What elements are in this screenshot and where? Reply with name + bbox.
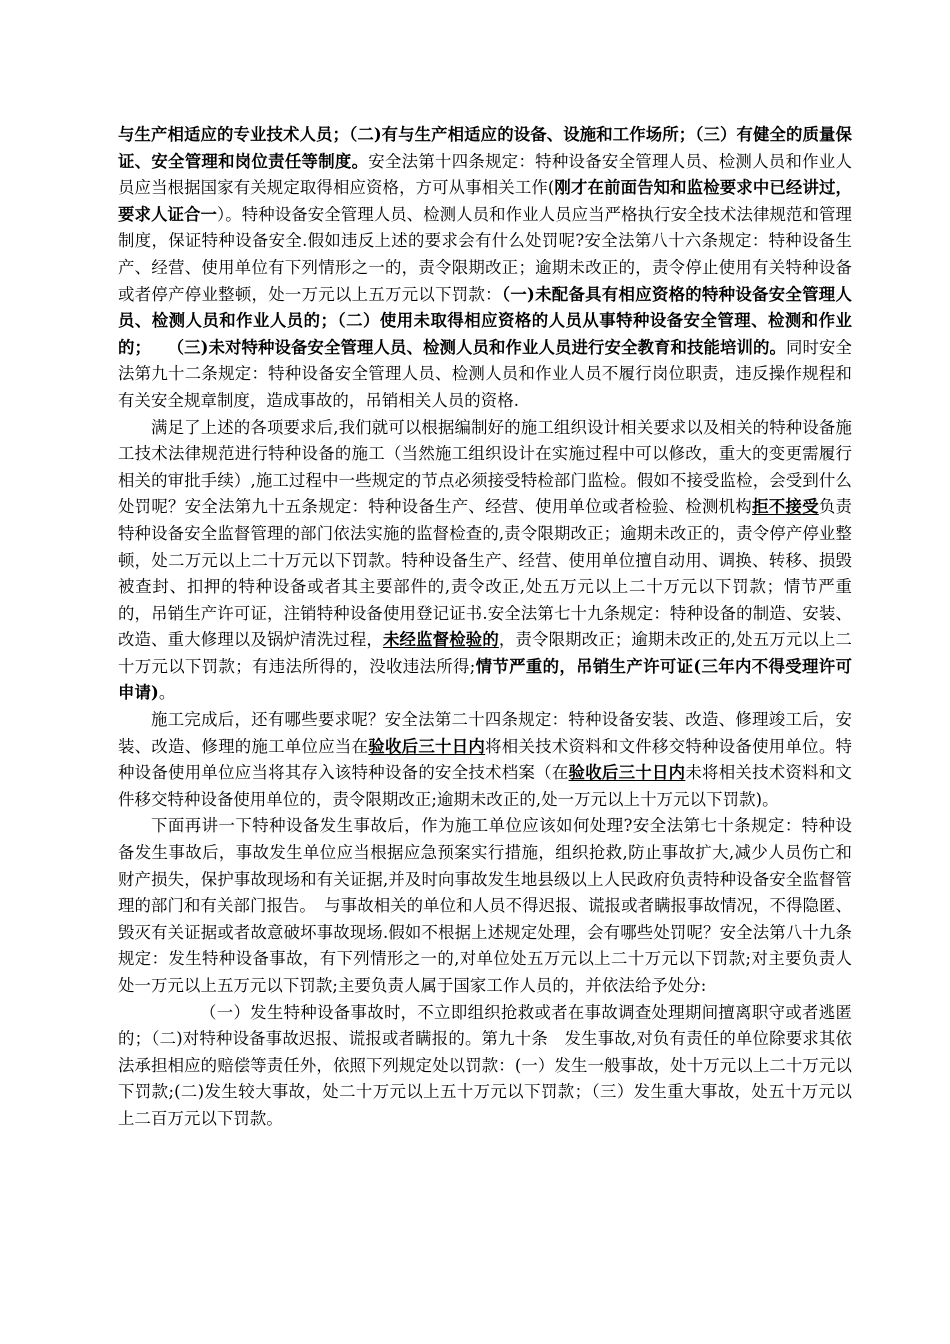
text-run: ）。特种设备安全管理人员、检测人员和作业人员应当严格执行安全技术法律规范和管理制度，保证特种设备安全.假如违反上述的要求会有什么处罚呢?安全法第八十六条规定：特种设备生产、经营、使用单位有下列情形之一的，责令限期改正；逾期未改正的，责令停止使用有关特种设备或者停产停业整顿，处一万元以上五万元以下罚款：	[118, 204, 852, 304]
text-run: 同时安全法第九十二条规定：特种设备安全管理人员、检测人员和作业人员不履行岗位职责，违反操作规程和有关安全规章制度，造成事故的，吊销相关人员的资格.	[118, 337, 852, 410]
text-run: 验收后三十日内	[568, 763, 686, 783]
text-run: 与生产相适应的专业技术人员；（二)有与生产相适应的设备、设施和工作场所；（三）有健全的质量保证、安全管理和岗位责任等制度。	[118, 125, 852, 171]
paragraph-completion-handover	[118, 707, 852, 813]
text-run: 下面再讲一下特种设备发生事故后，作为施工单位应该如何处理?安全法第七十条规定：特种设备发生事故后，事故发生单位应当根据应急预案实行措施，组织抢救,防止事故扩大,减少人员伤亡和财产损失，保护事故现场和有关证据,并及时向事故发生地县级以上人民政府负责特种设备安全监督管理的部门和有关部门报告。 与事故相关的单位和人员不得迟报、谎报或者瞒报事故情况，不得隐匿、毁灭有关证据或者故意破坏事故现场.假如不根据上述规定处理，会有哪些处罚呢？安全法第八十九条规定：发生特种设备事故，有下列情形之一的,对单位处五万元以上二十万元以下罚款;对主要负责人处一万元以上五万元以下罚款;主要负责人属于国家工作人员的，并依法给予处分:	[118, 816, 852, 995]
text-run: 满足了上述的各项要求后,我们就可以根据编制好的施工组织设计相关要求以及相关的特种设备施工技术法律规范进行特种设备的施工（当然施工组织设计在实施过程中可以修改，重大的变更需履行相关的审批手续）,施工过程中一些规定的节点必须接受特检部门监检。假如不接受监检，会受到什么处罚呢？安全法第九十五条规定：特种设备生产、经营、使用单位或者检验、检测机构	[118, 417, 852, 517]
text-run: 安全法第十四条规定：特种设备安全管理人员、检测人员和作业人员应当根据国家有关规定取得相应资格，方可从事相关工作(	[118, 151, 852, 198]
text-run: 刚才在前面告知和监检要求中已经讲过，要求人证合一	[118, 178, 853, 224]
text-run: 施工完成后，还有哪些要求呢？安全法第二十四条规定：特种设备安装、改造、修理竣工后，安装、改造、修理的施工单位应当在	[118, 710, 852, 756]
text-run: 验收后三十日内	[368, 736, 486, 756]
paragraph-qualification-requirements	[118, 122, 852, 415]
text-run: 拒不接受	[752, 497, 819, 517]
text-run: 未将相关技术资料和文件移交特种设备使用单位的，责令限期改正;逾期未改正的,处一万元以上十万元以下罚款)。	[118, 763, 853, 809]
text-run: 负责特种设备安全监督管理的部门依法实施的监督检查的,责令限期改正；逾期未改正的，责令停产停业整顿，处二万元以上二十万元以下罚款。特种设备生产、经营、使用单位擅自动用、调换、转移、损毁被查封、扣押的特种设备或者其主要部件的,责令改正,处五万元以上二十万元以下罚款；情节严重的，吊销生产许可证，注销特种设备使用登记证书.安全法第七十九条规定：特种设备的制造、安装、改造、重大修理以及锅炉清洗过程，	[118, 497, 852, 650]
text-run: 情节严重的，吊销生产许可证(三年内不得受理许可申请)	[118, 656, 852, 703]
text-run: ，责令限期改正；逾期未改正的,处五万元以上二十万元以下罚款；有违法所得的，没收违法所得;	[118, 630, 852, 676]
paragraph-construction-inspection	[118, 415, 852, 708]
text-run: 。	[158, 683, 176, 703]
text-run: （一）发生特种设备事故时，不立即组织抢救或者在事故调查处理期间擅离职守或者逃匿的；（二)对特种设备事故迟报、谎报或者瞒报的。第九十条 发生事故,对负有责任的单位除要求其依法承担相应的赔偿等责任外，依照下列规定处以罚款：(一）发生一般事故，处十万元以上二十万元以下罚款;(二)发生较大事故，处二十万元以上五十万元以下罚款；（三）发生重大事故，处五十万元以上二百万元以下罚款。	[118, 1002, 852, 1128]
paragraph-accident-handling	[118, 813, 852, 999]
paragraph-accident-penalties	[118, 1000, 852, 1133]
text-run: 未经监督检验的	[382, 630, 499, 650]
text-run: 将相关技术资料和文件移交特种设备使用单位。特种设备使用单位应当将其存入该特种设备的安全技术档案（在	[118, 736, 853, 783]
document-body	[118, 122, 852, 1133]
text-run: （一)未配备具有相应资格的特种设备安全管理人员、检测人员和作业人员的；（二）使用未取得相应资格的人员从事特种设备安全管理、检测和作业的； （三)未对特种设备安全管理人员、检测人员和作业人员进行安全教育和技能培训的。	[118, 284, 852, 357]
